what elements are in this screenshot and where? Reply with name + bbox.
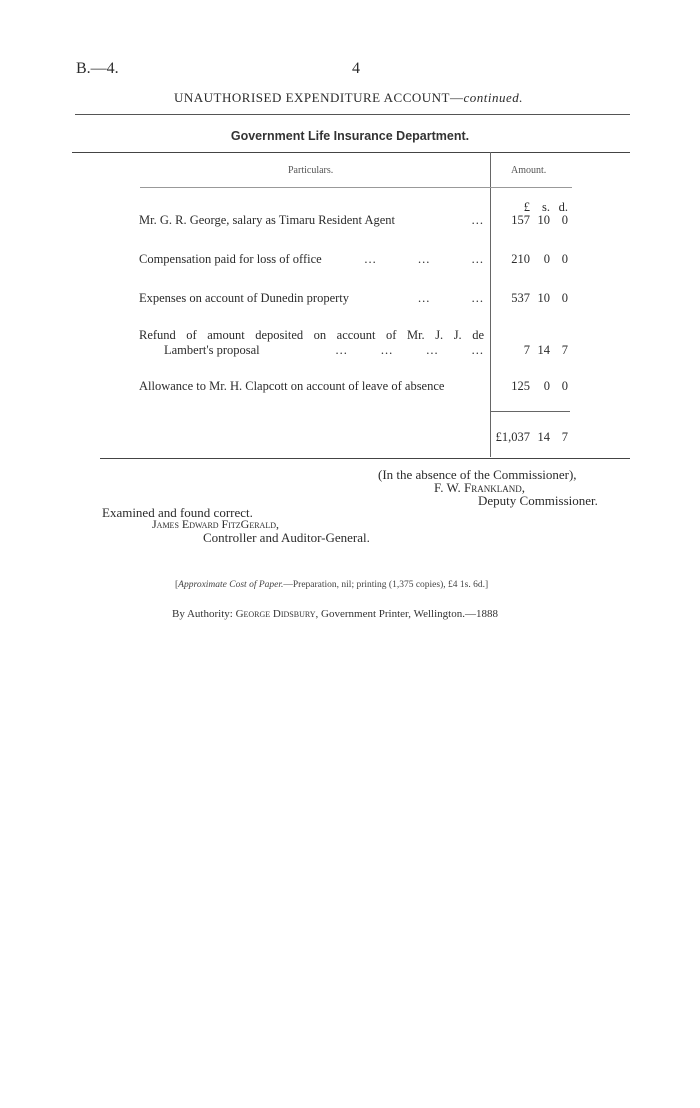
table-row	[139, 291, 484, 306]
total-pence: 7	[561, 430, 568, 444]
amount-pounds: 157	[511, 213, 530, 227]
amount-shillings: 10	[537, 213, 550, 227]
row-leader-dots: ... ... ...	[364, 252, 484, 266]
cost-label: Approximate Cost of Paper.	[178, 580, 284, 590]
cost-note-open: [	[175, 580, 179, 590]
unit-pounds: £	[523, 200, 530, 214]
table-row	[139, 252, 484, 267]
amount-shillings: 10	[537, 291, 550, 305]
header-under-rule-left	[140, 187, 490, 188]
amount-pence: 0	[561, 213, 568, 227]
row-leader-dots: ... ...	[418, 291, 484, 305]
row-particulars-continued: Lambert's proposal	[164, 343, 260, 357]
amount-shillings: 14	[537, 343, 550, 357]
unit-pence: d.	[558, 200, 568, 214]
examined-note: Examined and found correct.	[102, 505, 253, 520]
amount-shillings: 0	[543, 379, 550, 393]
table-row	[139, 328, 484, 358]
amount-pence: 0	[561, 252, 568, 266]
page-title-suffix: continued.	[463, 90, 524, 105]
column-header-particulars: Particulars.	[288, 165, 334, 176]
header-under-rule-right	[490, 187, 572, 188]
absence-note: (In the absence of the Commissioner),	[378, 467, 577, 482]
row-leader-dots: ... ... ... ...	[335, 343, 484, 357]
total-rule	[490, 411, 570, 412]
unit-shillings: s.	[542, 200, 550, 214]
page-number: 4	[352, 60, 360, 77]
amount-pounds: 537	[511, 291, 530, 305]
table-top-rule	[72, 152, 630, 153]
header-rule	[75, 114, 630, 115]
amount-pence: 7	[561, 343, 568, 357]
authority-suffix: , Government Printer, Wellington.—1888	[315, 608, 498, 620]
printer-name: George Didsbury	[235, 608, 316, 620]
table-row	[139, 213, 484, 228]
document-reference: B.—4.	[76, 60, 119, 77]
auditor-title: Controller and Auditor-General.	[203, 530, 370, 545]
row-particulars: Refund of amount deposited on account of Mr. J. J. de	[139, 328, 484, 342]
total-pounds: £1,037	[495, 430, 530, 444]
total-shillings: 14	[537, 430, 550, 444]
table-bottom-rule	[100, 458, 630, 459]
auditor-name: James Edward FitzGerald,	[152, 517, 279, 531]
amount-pence: 0	[561, 291, 568, 305]
amount-pence: 0	[561, 379, 568, 393]
row-particulars: Mr. G. R. George, salary as Timaru Resident Agent	[139, 213, 395, 227]
row-particulars: Allowance to Mr. H. Clapcott on account of leave of absence	[139, 379, 445, 393]
signer-name: F. W. Frankland,	[434, 480, 526, 495]
printer-line	[172, 608, 498, 620]
cost-text: —Preparation, nil; printing (1,375 copies), £4 1s. 6d.]	[283, 580, 489, 590]
amount-pounds: 210	[511, 252, 530, 266]
row-particulars: Expenses on account of Dunedin property	[139, 291, 350, 305]
column-header-amount: Amount.	[511, 165, 547, 176]
row-particulars: Compensation paid for loss of office	[139, 252, 322, 266]
row-leader-dots: ...	[471, 213, 484, 227]
signer-title: Deputy Commissioner.	[478, 493, 598, 508]
amount-pounds: 125	[511, 379, 530, 393]
page-title-main: UNAUTHORISED EXPENDITURE ACCOUNT—	[174, 90, 464, 105]
amount-pounds: 7	[523, 343, 530, 357]
amount-shillings: 0	[543, 252, 550, 266]
table-row	[139, 379, 484, 394]
cost-note	[175, 580, 488, 590]
page-title	[174, 90, 523, 106]
section-title: Government Life Insurance Department.	[230, 129, 470, 143]
authority-prefix: By Authority:	[172, 608, 236, 620]
